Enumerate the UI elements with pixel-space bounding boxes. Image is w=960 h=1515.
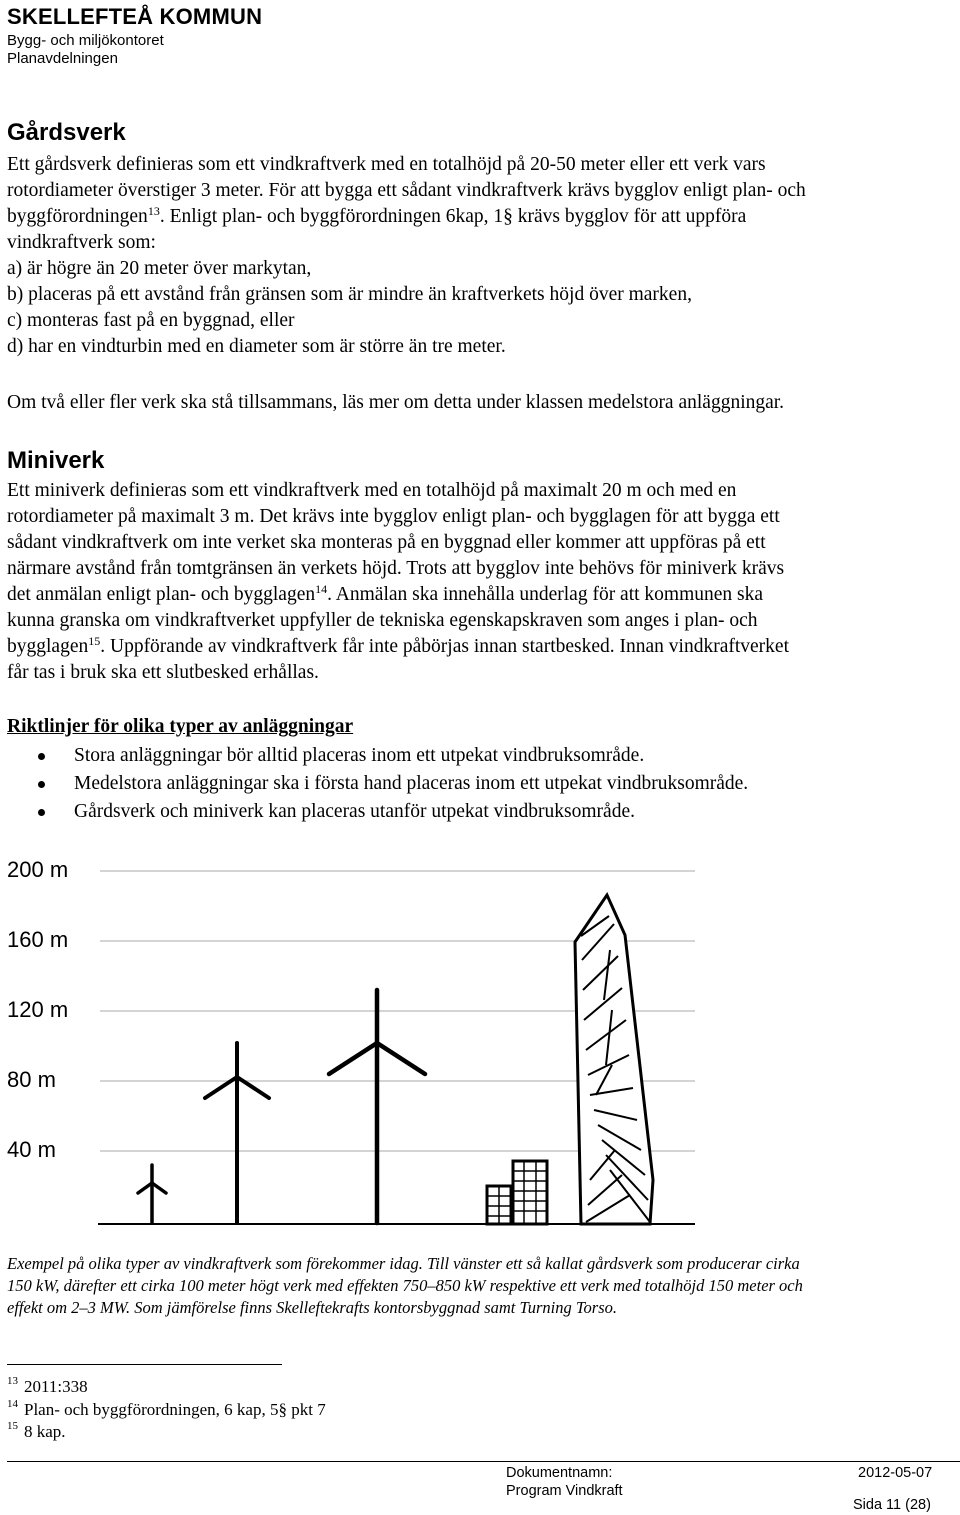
guideline-item: Medelstora anläggningar ska i första hand placeras inom ett utpekat vindbruksområde. — [0, 770, 748, 798]
axis-label: 120 m — [7, 997, 69, 1022]
page-number: Sida 11 (28) — [853, 1497, 931, 1513]
height-comparison-figure — [0, 850, 760, 1235]
turbine-150m — [329, 990, 425, 1223]
turbine-blade — [138, 1183, 152, 1193]
text-line: byggförordningen$^{13}$. Enligt plan- och byggförordningen 6kap, 1§ krävs bygglov för att uppföra — [7, 204, 747, 227]
list-item: b) placeras på ett avstånd från gränsen som är mindre än kraftverkets höjd över marken, — [7, 284, 692, 305]
miniverk-heading: Miniverk — [7, 447, 105, 474]
gardsverk-paragraph-2: Om två eller fler verk ska stå tillsammans, läs mer om detta under klassen medelstora anläggningar. — [7, 392, 785, 413]
footnote-ref-13[interactable]: 13 — [147, 204, 160, 218]
bullet-icon — [38, 809, 45, 816]
org-name: SKELLEFTEÅ KOMMUN — [7, 4, 263, 29]
footnote-ref-14[interactable]: 14 — [315, 582, 328, 596]
list-item: c) monteras fast på en byggnad, eller — [7, 310, 295, 331]
footnote-13: $^{13}$ 2011:338 — [7, 1375, 88, 1396]
guideline-item: Gårdsverk och miniverk kan placeras utanför utpekat vindbruksområde. — [0, 798, 748, 826]
text-line: rotordiameter på maximalt 3 m. Det krävs inte bygglov enligt plan- och bygglagen för att bygga ett — [7, 506, 780, 527]
turbine-blade — [329, 1043, 377, 1074]
text-line: vindkraftverk som: — [7, 232, 156, 253]
gardsverk-heading: Gårdsverk — [7, 119, 126, 146]
department-name: Bygg- och miljökontoret — [7, 32, 164, 49]
text-line: närmare avstånd från tomtgränsen än verkets höjd. Trots att bygglov inte behövs för miniverk krävs — [7, 558, 785, 579]
figure-caption — [7, 1253, 952, 1319]
riktlinjer-heading: Riktlinjer för olika typer av anläggningar — [7, 716, 354, 737]
list-item: d) har en vindturbin med en diameter som är större än tre meter. — [7, 336, 506, 357]
text-line: sådant vindkraftverk om inte verket ska monteras på en byggnad eller kommer att uppföras på ett — [7, 532, 766, 553]
axis-label: 160 m — [7, 927, 69, 952]
footer-separator — [7, 1461, 960, 1462]
axis-label: 200 m — [7, 857, 69, 882]
caption-line: effekt om 2–3 MW. Som jämförelse finns Skelleftekrafts kontorsbyggnad samt Turning Torso. — [7, 1298, 618, 1317]
unit-name: Planavdelningen — [7, 50, 118, 67]
list-item: a) är högre än 20 meter över markytan, — [7, 258, 312, 279]
axis-label: 40 m — [7, 1137, 56, 1162]
bullet-icon — [38, 781, 45, 788]
text-line: rotordiameter överstiger 3 meter. För att bygga ett sådant vindkraftverk krävs bygglov enligt plan- och — [7, 180, 806, 201]
footnote-ref-15[interactable]: 15 — [88, 634, 101, 648]
bullet-icon — [38, 753, 45, 760]
miniverk-paragraph — [7, 478, 957, 686]
text-line: Ett miniverk definieras som ett vindkraftverk med en totalhöjd på maximalt 20 m och med en — [7, 480, 737, 501]
gardsverk-paragraph — [7, 152, 957, 360]
axis-label: 80 m — [7, 1067, 56, 1092]
guideline-item: Stora anläggningar bör alltid placeras inom ett utpekat vindbruksområde. — [0, 742, 748, 770]
text-line: det anmälan enligt plan- och bygglagen$^{14}$. Anmälan ska innehålla underlag för att kommunen ska — [7, 582, 764, 605]
caption-line: 150 kW, därefter ett cirka 100 meter högt verk med effekten 750–850 kW respektive ett verk med totalhöjd 150 meter och — [7, 1276, 803, 1295]
turning-torso — [575, 895, 653, 1224]
turbine-blade — [152, 1183, 166, 1193]
document-name-label: Dokumentnamn: — [506, 1465, 613, 1481]
footnote-15: $^{15}$ 8 kap. — [7, 1420, 66, 1441]
turbine-100m — [205, 1043, 269, 1223]
guideline-list — [0, 742, 748, 826]
document-name: Program Vindkraft — [506, 1483, 623, 1499]
text-line: kunna granska om vindkraftverket uppfyller de tekniska egenskapskraven som anges i plan- och — [7, 610, 758, 631]
footnote-14: $^{14}$ Plan- och byggförordningen, 6 kap, 5§ pkt 7 — [7, 1398, 326, 1419]
caption-line: Exempel på olika typer av vindkraftverk som förekommer idag. Till vänster ett så kallat gårdsverk som producerar cirka — [7, 1254, 800, 1273]
text-line: Ett gårdsverk definieras som ett vindkraftverk med en totalhöjd på 20-50 meter eller ett verk vars — [7, 154, 766, 175]
turbine-blade — [377, 1043, 425, 1074]
text-line: får tas i bruk ska ett slutbesked erhållas. — [7, 662, 319, 683]
gardsverk-turbine — [138, 1165, 166, 1223]
text-line: bygglagen$^{15}$. Uppförande av vindkraftverk får inte påbörjas innan startbesked. Innan vindkraftverket — [7, 634, 789, 657]
office-building — [487, 1161, 547, 1224]
footnote-separator — [7, 1364, 282, 1365]
document-date: 2012-05-07 — [858, 1465, 933, 1481]
